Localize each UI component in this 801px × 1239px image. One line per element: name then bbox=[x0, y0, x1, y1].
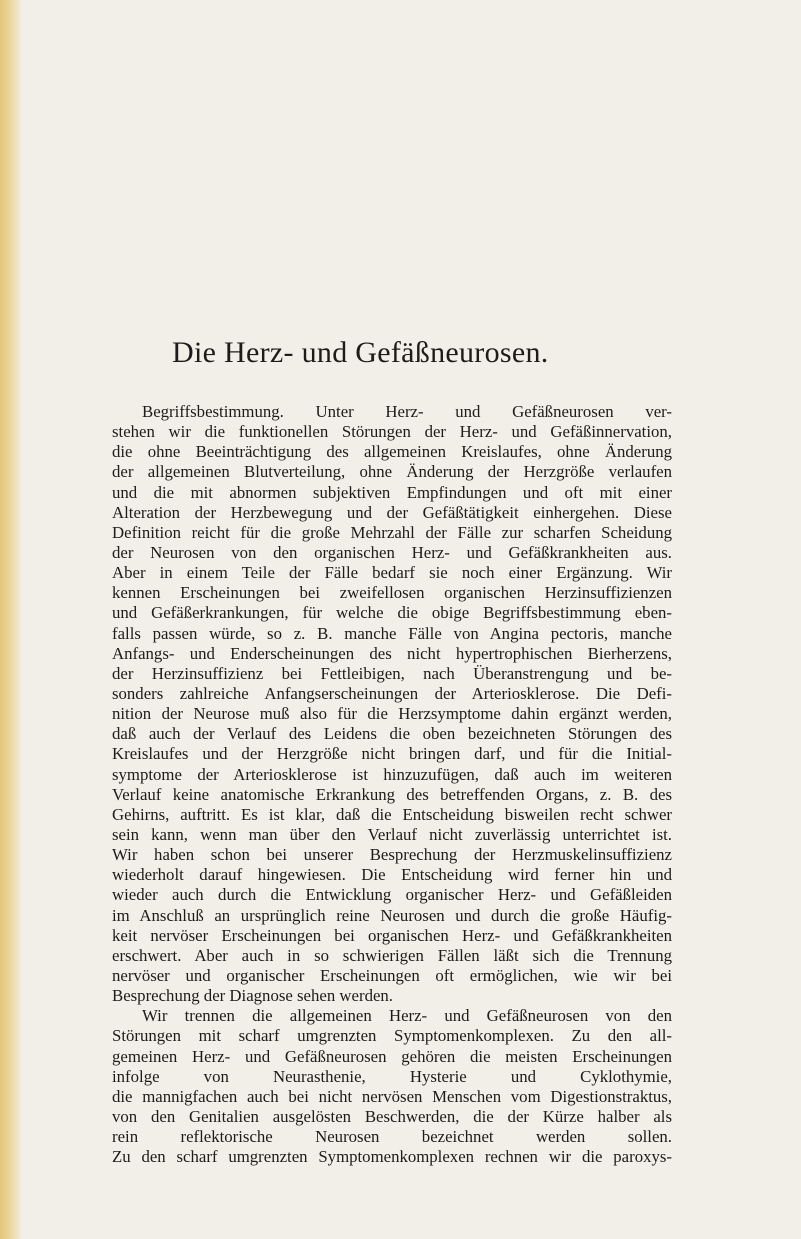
text-line: der allgemeinen Blutverteilung, ohne Änderung der Herzgröße verlaufen bbox=[112, 462, 672, 482]
text-line: sonders zahlreiche Anfangserscheinungen der Arteriosklerose. Die Defi- bbox=[112, 683, 672, 703]
text-line: Begriffsbestimmung. Unter Herz- und Gefäßneurosen ver- bbox=[142, 402, 672, 421]
text-line: Störungen mit scharf umgrenzten Symptomenkomplexen. Zu den all- bbox=[112, 1026, 672, 1046]
paragraph-classification bbox=[112, 1006, 672, 1167]
text-line: Wir haben schon bei unserer Besprechung der Herzmuskelinsuffizienz bbox=[112, 845, 672, 865]
text-line: der Neurosen von den organischen Herz- und Gefäßkrankheiten aus. bbox=[112, 542, 672, 562]
text-line: von den Genitalien ausgelösten Beschwerden, die der Kürze halber als bbox=[112, 1106, 672, 1126]
text-line: Wir trennen die allgemeinen Herz- und Gefäßneurosen von den bbox=[142, 1006, 672, 1026]
book-page bbox=[112, 0, 672, 1239]
text-line: wieder auch durch die Entwicklung organischer Herz- und Gefäßleiden bbox=[112, 885, 672, 905]
text-line: infolge von Neurasthenie, Hysterie und Cyklothymie, bbox=[112, 1066, 672, 1086]
text-line: rein reflektorische Neurosen bezeichnet werden sollen. bbox=[112, 1127, 672, 1147]
text-line: Alteration der Herzbewegung und der Gefäßtätigkeit einhergehen. Diese bbox=[112, 502, 672, 522]
text-line: falls passen würde, so z. B. manche Fälle von Angina pectoris, manche bbox=[112, 623, 672, 643]
text-line: kennen Erscheinungen bei zweifellosen organischen Herzinsuffizienzen bbox=[112, 583, 672, 603]
text-line: gemeinen Herz- und Gefäßneurosen gehören die meisten Erscheinungen bbox=[112, 1046, 672, 1066]
text-line: der Herzinsuffizienz bei Fettleibigen, nach Überanstrengung und be- bbox=[112, 663, 672, 683]
page-binding-edge bbox=[0, 0, 22, 1239]
text-line: Aber in einem Teile der Fälle bedarf sie noch einer Ergänzung. Wir bbox=[112, 563, 672, 583]
text-line: im Anschluß an ursprünglich reine Neurosen und durch die große Häufig- bbox=[112, 905, 672, 925]
body-text bbox=[112, 402, 672, 1167]
text-line: Zu den scharf umgrenzten Symptomenkomplexen rechnen wir die paroxys- bbox=[112, 1147, 672, 1167]
paragraph-definition bbox=[112, 402, 672, 1006]
text-line: die ohne Beeinträchtigung des allgemeinen Kreislaufes, ohne Änderung bbox=[112, 442, 672, 462]
text-line: und Gefäßerkrankungen, für welche die obige Begriffsbestimmung eben- bbox=[112, 603, 672, 623]
text-line: und die mit abnormen subjektiven Empfindungen und oft mit einer bbox=[112, 482, 672, 502]
text-line: Definition reicht für die große Mehrzahl der Fälle zur scharfen Scheidung bbox=[112, 522, 672, 542]
text-line: Besprechung der Diagnose sehen werden. bbox=[112, 986, 393, 1006]
text-line: symptome der Arteriosklerose ist hinzuzufügen, daß auch im weiteren bbox=[112, 764, 672, 784]
text-line: sein kann, wenn man über den Verlauf nicht zuverlässig unterrichtet ist. bbox=[112, 824, 672, 844]
text-line: nervöser und organischer Erscheinungen oft ermöglichen, wie wir bei bbox=[112, 965, 672, 985]
text-line: Verlauf keine anatomische Erkrankung des betreffenden Organs, z. B. des bbox=[112, 784, 672, 804]
text-line: wiederholt darauf hingewiesen. Die Entscheidung wird ferner hin und bbox=[112, 865, 672, 885]
text-line: keit nervöser Erscheinungen bei organischen Herz- und Gefäßkrankheiten bbox=[112, 925, 672, 945]
text-line: die mannigfachen auch bei nicht nervösen Menschen vom Digestionstraktus, bbox=[112, 1086, 672, 1106]
text-line: nition der Neurose muß also für die Herzsymptome dahin ergänzt werden, bbox=[112, 704, 672, 724]
text-line: stehen wir die funktionellen Störungen der Herz- und Gefäßinnervation, bbox=[112, 422, 672, 442]
text-line: Anfangs- und Enderscheinungen des nicht hypertrophischen Bierherzens, bbox=[112, 643, 672, 663]
text-line: Gehirns, auftritt. Es ist klar, daß die Entscheidung bisweilen recht schwer bbox=[112, 804, 672, 824]
text-line: erschwert. Aber auch in so schwierigen Fällen läßt sich die Trennung bbox=[112, 945, 672, 965]
text-line: Kreislaufes und der Herzgröße nicht bringen darf, und für die Initial- bbox=[112, 744, 672, 764]
text-line: daß auch der Verlauf des Leidens die oben bezeichneten Störungen des bbox=[112, 724, 672, 744]
page-title: Die Herz- und Gefäßneurosen. bbox=[172, 336, 549, 369]
